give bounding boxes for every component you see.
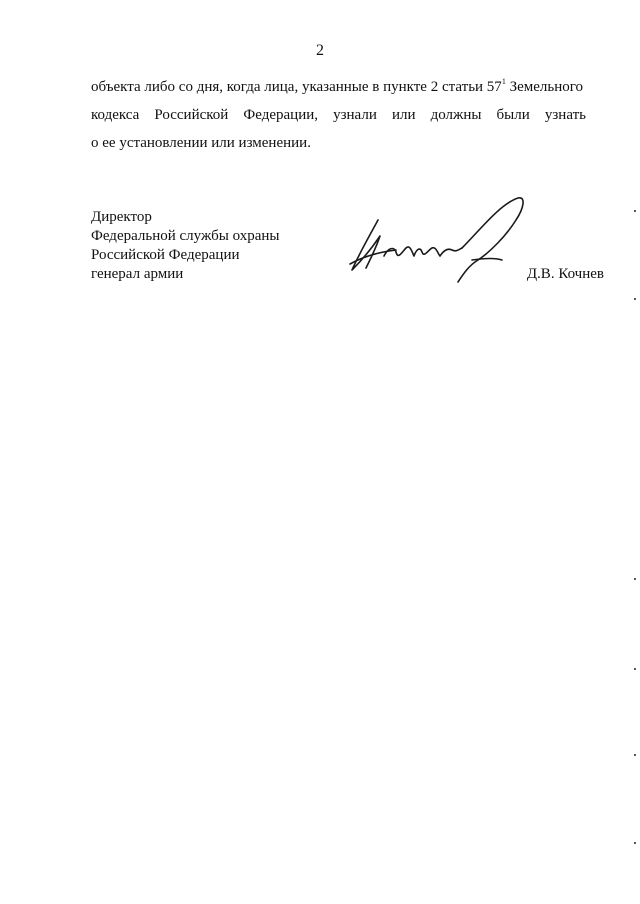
signatory-block bbox=[91, 208, 279, 284]
page-number: 2 bbox=[316, 42, 324, 59]
article-superscript: 1 bbox=[501, 77, 506, 86]
scan-edge-mark bbox=[634, 668, 636, 670]
paragraph-line-3-wrap bbox=[91, 132, 586, 154]
paragraph-line-1 bbox=[91, 76, 586, 98]
paragraph-line-2-wrap bbox=[91, 104, 586, 126]
scan-edge-mark bbox=[634, 210, 636, 212]
scan-edge-mark bbox=[634, 754, 636, 756]
paragraph bbox=[91, 76, 586, 98]
scan-edge-mark bbox=[634, 298, 636, 300]
paragraph-line-1-tail: Земельного bbox=[505, 79, 584, 95]
paragraph-line-1-text: объекта либо со дня, когда лица, указанные в пункте 2 статьи 57 bbox=[91, 79, 502, 95]
scan-edge-mark bbox=[634, 578, 636, 580]
paragraph-line-2: кодекса Российской Федерации, узнали или должны были узнать bbox=[91, 107, 586, 123]
signatory-title-line: генерал армии bbox=[91, 266, 184, 282]
signatory-title-line: Директор bbox=[91, 209, 152, 225]
paragraph-line-3: о ее установлении или изменении. bbox=[91, 135, 311, 151]
handwritten-signature bbox=[340, 190, 540, 290]
signer-name: Д.В. Кочнев bbox=[526, 266, 604, 282]
signatory-title-line: Федеральной службы охраны bbox=[91, 228, 280, 244]
scan-edge-mark bbox=[634, 842, 636, 844]
signatory-title-line: Российской Федерации bbox=[91, 247, 240, 263]
